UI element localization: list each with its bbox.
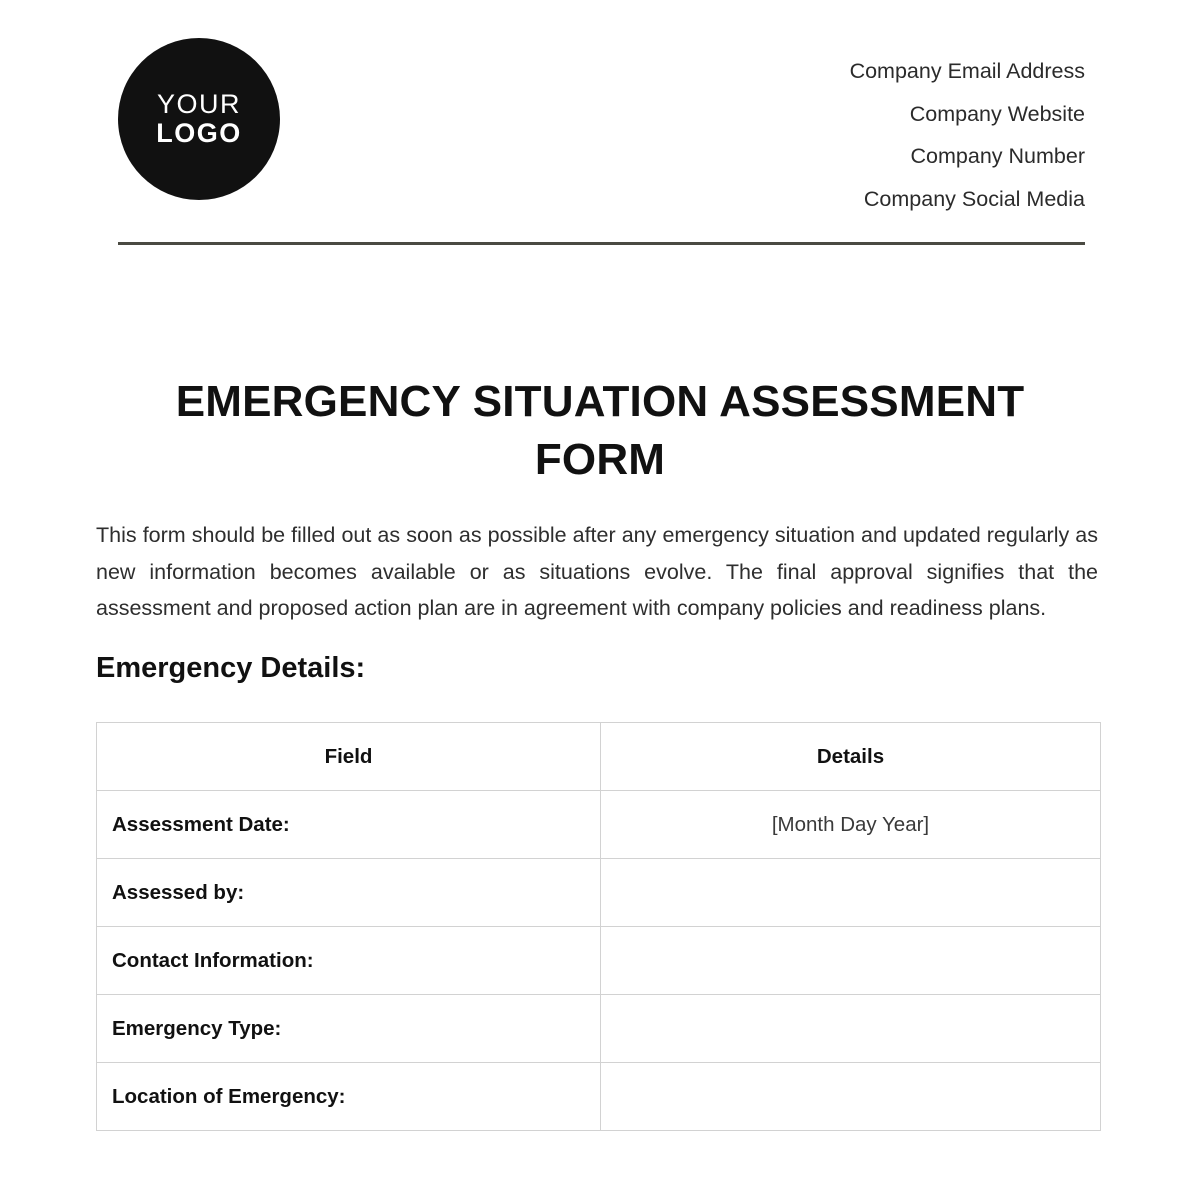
header-divider <box>118 242 1085 245</box>
row-value-emergency-type[interactable] <box>601 995 1101 1063</box>
intro-paragraph: This form should be filled out as soon as possible after any emergency situation and updated regularly as new information becomes available or as situations evolve. The final approval signifies that the assessment and proposed action plan are in agreement with company policies and readiness plans. <box>96 523 1098 621</box>
row-value-assessment-date[interactable]: [Month Day Year] <box>601 791 1101 859</box>
column-header-details: Details <box>601 723 1101 791</box>
logo-text-line-1: YOUR <box>156 88 241 119</box>
row-label-contact-information: Contact Information: <box>97 927 601 995</box>
table-row <box>97 927 1101 995</box>
table-row <box>97 995 1101 1063</box>
table-header-row <box>97 723 1101 791</box>
logo-text-line-2: LOGO <box>156 118 242 148</box>
table-row <box>97 791 1101 859</box>
row-value-location-of-emergency[interactable] <box>601 1063 1101 1131</box>
section-heading-emergency-details: Emergency Details: <box>96 652 366 685</box>
company-website: Company Website <box>909 101 1085 126</box>
company-logo <box>118 38 280 200</box>
column-header-field: Field <box>97 723 601 791</box>
company-email-address: Company Email Address <box>849 59 1085 83</box>
table-row <box>97 859 1101 927</box>
company-number: Company Number <box>910 144 1085 169</box>
company-contact-block <box>850 50 1085 220</box>
row-label-assessed-by: Assessed by: <box>97 859 601 927</box>
table-row <box>97 1063 1101 1131</box>
row-value-assessed-by[interactable] <box>601 859 1101 927</box>
document-header <box>0 0 1200 220</box>
page-title: EMERGENCY SITUATION ASSESSMENT FORM <box>175 377 1025 485</box>
row-label-assessment-date: Assessment Date: <box>97 791 601 859</box>
emergency-details-table <box>96 722 1101 1131</box>
row-value-contact-information[interactable] <box>601 927 1101 995</box>
company-social-media: Company Social Media <box>863 186 1085 211</box>
row-label-location-of-emergency: Location of Emergency: <box>97 1063 601 1131</box>
row-label-emergency-type: Emergency Type: <box>97 995 601 1063</box>
